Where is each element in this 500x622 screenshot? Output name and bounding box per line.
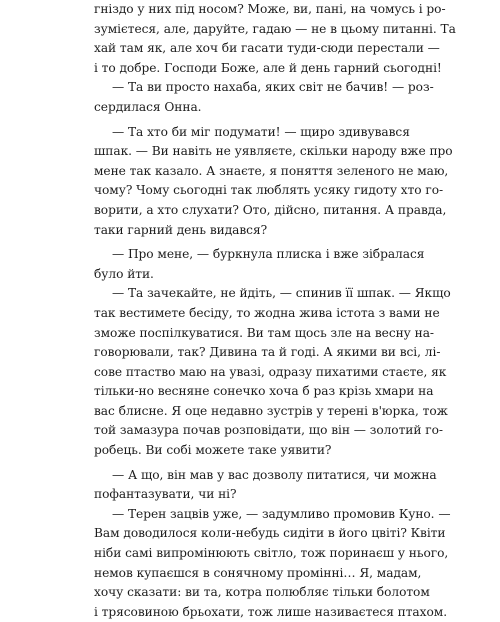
text-line: так вестимете бесіду, то жодна жива істота з вами не	[94, 305, 440, 320]
text-line: шпак. — Ви навіть не уявляєте, скільки народу вже про	[94, 144, 453, 159]
text-line: таки гарний день видався?	[94, 222, 268, 237]
text-line: гніздо у них під носом? Може, ви, пані, на чомусь і ро-	[94, 2, 446, 16]
text-line: хочу сказати: ви та, котра полюбляє тільки болотом	[94, 585, 430, 600]
text-line: і то добре. Господи Боже, але й день гарний сьогодні!	[94, 60, 442, 75]
text-line: сове птаство маю на увазі, одразу пихатими стаєте, як	[94, 364, 447, 379]
text-line: вас блисне. Я оце недавно зустрів у терені в'юрка, тож	[94, 403, 448, 418]
text-line: немов купаєшся в сонячному промінні… Я, мадам,	[94, 565, 422, 580]
text-line: було йти.	[94, 266, 154, 281]
text-line: — Терен зацвів уже, — задумливо промовив Куно. —	[112, 506, 451, 521]
text-line: ніби самі випромінюють світло, тож поринаєш у нього,	[94, 546, 449, 561]
text-line: робець. Ви собі можете таке уявити?	[94, 443, 332, 458]
text-line: говорювали, так? Дивина та й годі. А якими ви всі, лі-	[94, 345, 441, 360]
text-line: чому? Чому сьогодні так люблять усяку гидоту хто го-	[94, 183, 444, 198]
text-line: мене так казало. А знаєте, я поняття зеленого не маю,	[94, 163, 449, 178]
text-line: той замазура почав розповідати, що він — золотий го-	[94, 423, 443, 438]
text-line: пофантазувати, чи ні?	[94, 487, 237, 502]
text-line: ворити, а хто слухати? Ото, дійсно, питання. А правда,	[94, 202, 447, 217]
text-line: — Та хто би міг подумати! — щиро здивувався	[112, 124, 410, 139]
text-line: і трясовиною брьохати, тож лише називаєтеся птахом.	[94, 604, 448, 619]
text-line: — Та зачекайте, не йдіть, — спинив її шпак. — Якщо	[112, 286, 451, 301]
text-line: Вам доводилося коли-небудь сидіти в його цвіті? Квіти	[94, 526, 446, 541]
text-line: — Про мене, — буркнула плиска і вже зібралася	[112, 247, 425, 262]
text-line: сердилася Онна.	[94, 99, 202, 114]
text-line: — Та ви просто нахаба, яких світ не бачив! — роз-	[112, 80, 434, 95]
text-line: хай там як, але хоч би гасати туди-сюди перестали —	[94, 41, 440, 56]
text-column	[94, 0, 456, 622]
text-line: зумієтеся, але, даруйте, гадаю — не в цьому питанні. Та	[94, 21, 456, 36]
text-line: — А що, він мав у вас дозволу питатися, чи можна	[112, 467, 437, 482]
text-line: тільки-но весняне сонечко хоча б раз крізь хмари на	[94, 384, 434, 399]
text-line: зможе поспілкуватися. Ви там щось зле на весну на-	[94, 325, 434, 340]
